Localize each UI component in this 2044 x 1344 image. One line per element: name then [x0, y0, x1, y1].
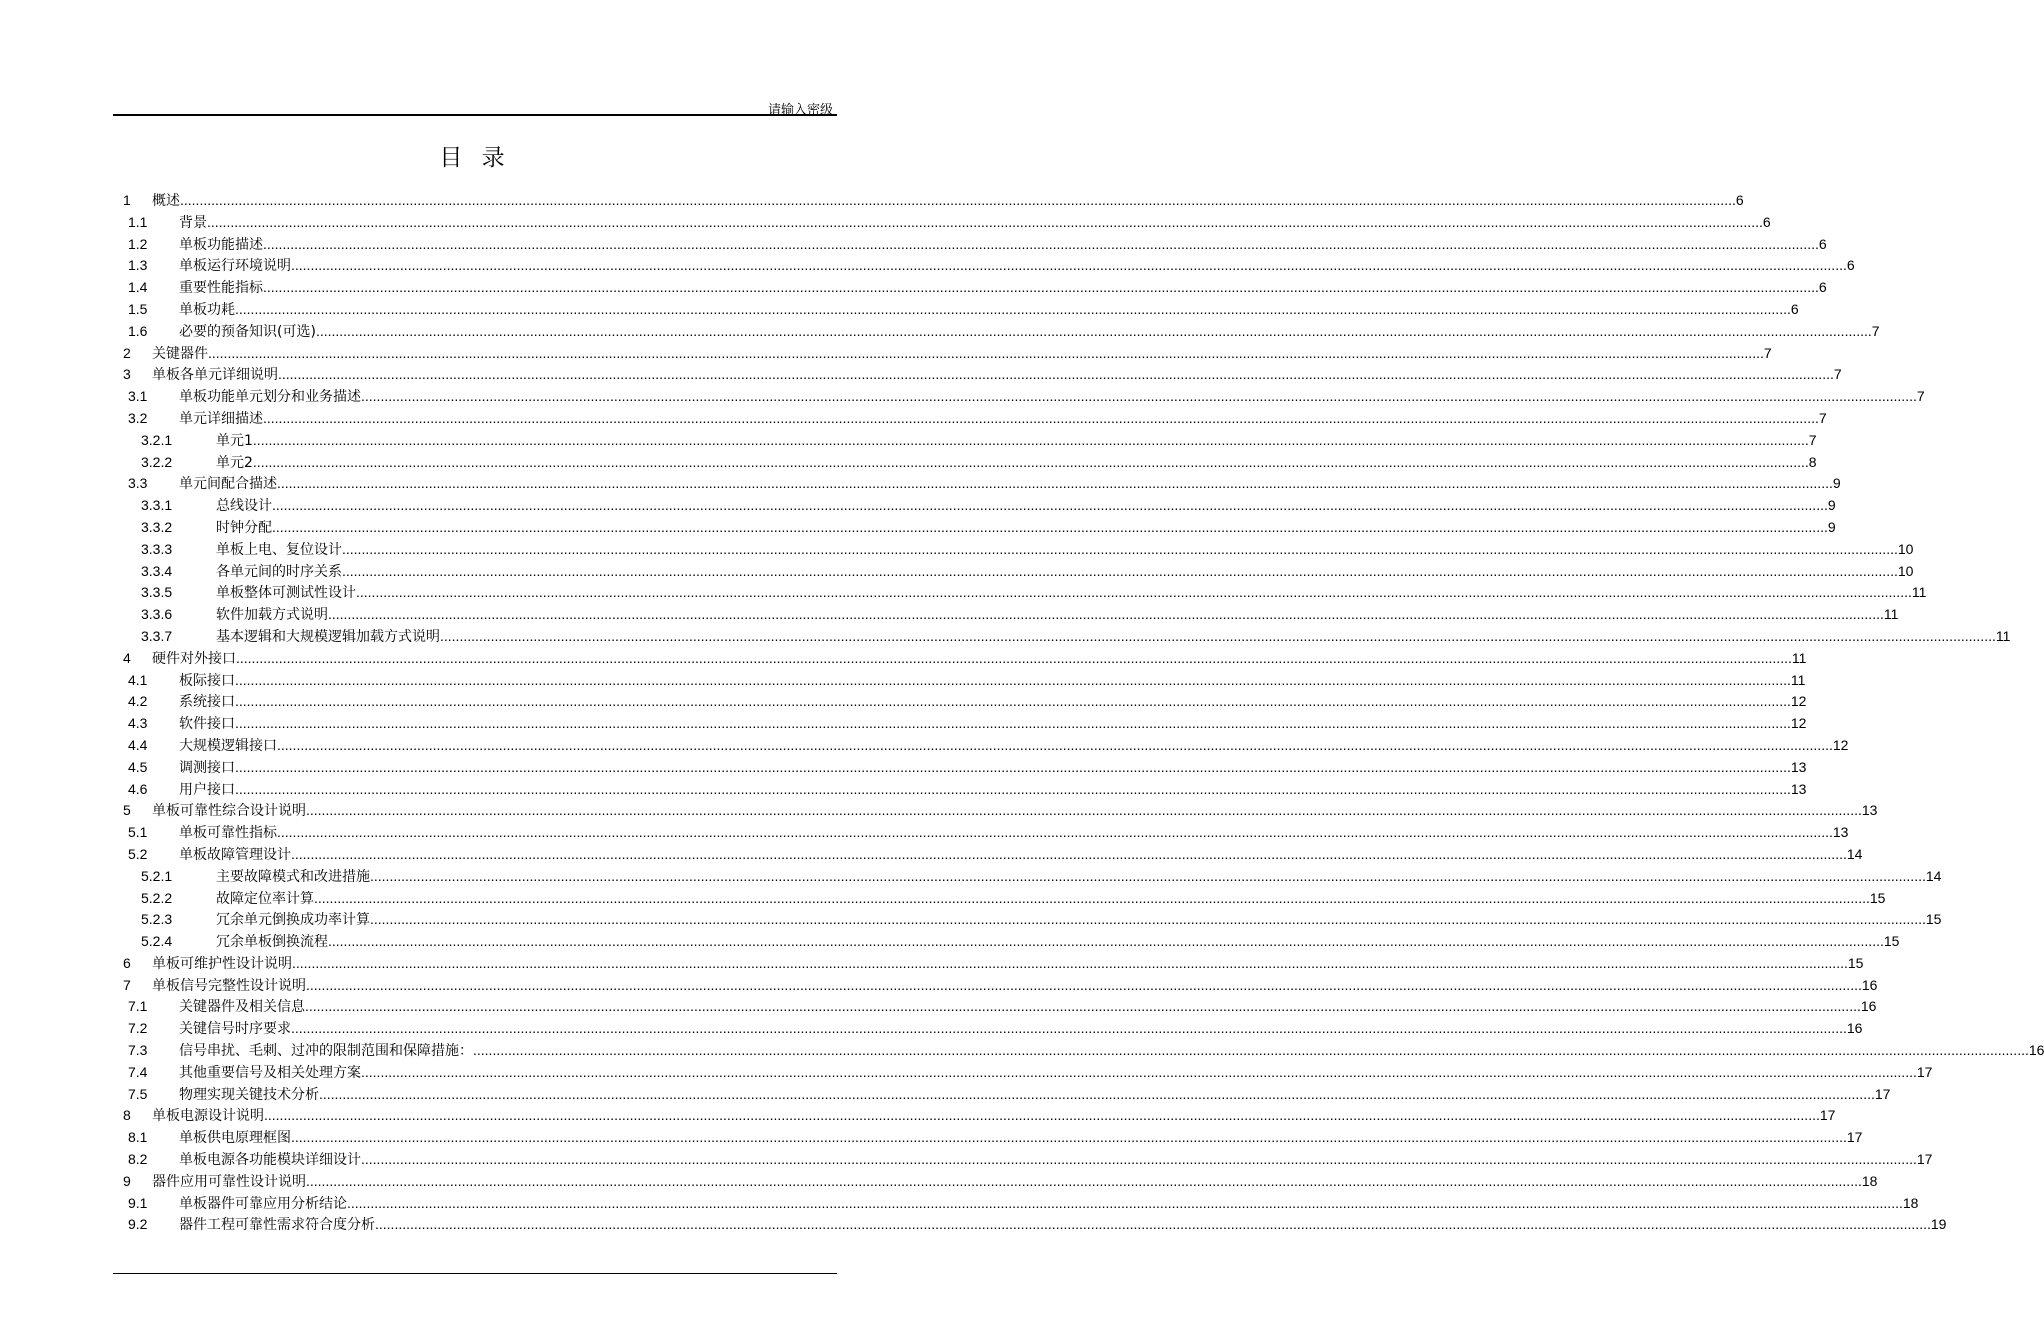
- toc-entry[interactable]: [113, 1171, 1878, 1193]
- toc-entry-number: 3: [123, 366, 131, 383]
- toc-entry-page: 9: [1827, 497, 1836, 514]
- toc-entry-page: 6: [1790, 300, 1799, 317]
- toc-entry-page: 19: [1930, 1216, 1947, 1233]
- toc-entry-body: [179, 996, 1877, 1019]
- toc-entry-number: 3.1: [128, 388, 148, 405]
- toc-dot-leader: ................................................................................................................................................................................................................................................................................................................................................................................................................: [277, 824, 1833, 841]
- toc-entry[interactable]: [113, 539, 1914, 561]
- toc-entry-body: [179, 844, 1863, 867]
- toc-entry-title: 概述: [152, 193, 180, 209]
- toc-entry-body: [179, 1149, 1933, 1172]
- toc-entry-body: [152, 648, 1807, 671]
- toc-dot-leader: ................................................................................................................................................................................................................................................................................................................................................................................................................: [236, 649, 1792, 666]
- toc-entry-title: 各单元间的时序关系: [216, 563, 342, 580]
- toc-entry-title: 软件接口: [179, 716, 235, 733]
- toc-entry-title: 单板电源设计说明: [152, 1108, 264, 1125]
- toc-entry-page: 11: [1995, 627, 2011, 644]
- toc-entry-page: 11: [1883, 606, 1899, 623]
- toc-entry-title: 基本逻辑和大规模逻辑加载方式说明: [216, 628, 440, 645]
- toc-entry-number: 3.3.2: [141, 518, 173, 535]
- toc-entry-body: [179, 1084, 1891, 1107]
- toc-entry-body: [152, 975, 1878, 998]
- toc-entry-body: [179, 1062, 1933, 1085]
- toc-dot-leader: ................................................................................................................................................................................................................................................................................................................................................................................................................: [291, 1129, 1847, 1146]
- toc-dot-leader: ................................................................................................................................................................................................................................................................................................................................................................................................................: [235, 780, 1791, 797]
- toc-entry-number: 3.2.2: [141, 453, 173, 470]
- toc-entry[interactable]: [113, 561, 1914, 583]
- toc-entry-body: [216, 561, 1914, 584]
- toc-entry-title: 必要的预备知识(可选): [179, 323, 316, 340]
- toc-entry-page: 15: [1869, 889, 1886, 906]
- toc-entry-page: 14: [1846, 845, 1863, 862]
- toc-dot-leader: ................................................................................................................................................................................................................................................................................................................................................................................................................: [278, 366, 1834, 383]
- toc-dot-leader: ................................................................................................................................................................................................................................................................................................................................................................................................................: [272, 497, 1828, 514]
- toc-dot-leader: ................................................................................................................................................................................................................................................................................................................................................................................................................: [473, 1042, 2029, 1059]
- toc-dot-leader: ................................................................................................................................................................................................................................................................................................................................................................................................................: [291, 845, 1847, 862]
- toc-entry-body: [216, 931, 1900, 954]
- toc-entry-page: 18: [1861, 1172, 1878, 1189]
- toc-dot-leader: ................................................................................................................................................................................................................................................................................................................................................................................................................: [306, 802, 1862, 819]
- toc-entry-page: 15: [1847, 954, 1864, 971]
- toc-dot-leader: ................................................................................................................................................................................................................................................................................................................................................................................................................: [306, 976, 1862, 993]
- toc-entry-page: 17: [1819, 1107, 1836, 1124]
- toc-entry-title: 单板供电原理框图: [179, 1130, 291, 1147]
- toc-dot-leader: ................................................................................................................................................................................................................................................................................................................................................................................................................: [370, 911, 1926, 928]
- toc-entry-title: 单板功能单元划分和业务描述: [179, 389, 361, 406]
- toc-entry-title: 总线设计: [216, 498, 272, 515]
- toc-entry-title: 关键信号时序要求: [179, 1021, 291, 1038]
- toc-entry-title: 单元1: [216, 432, 253, 449]
- toc-entry-number: 1.3: [128, 257, 148, 274]
- toc-entry-number: 9: [123, 1172, 131, 1189]
- toc-entry-title: 故障定位率计算: [216, 890, 314, 907]
- toc-entry[interactable]: [113, 452, 1817, 474]
- toc-entry-page: 13: [1832, 824, 1849, 841]
- toc-entry[interactable]: [113, 909, 1942, 931]
- toc-entry-page: 13: [1861, 802, 1878, 819]
- toc-dot-leader: ................................................................................................................................................................................................................................................................................................................................................................................................................: [361, 1151, 1917, 1168]
- toc-entry-page: 7: [1833, 366, 1842, 383]
- toc-dot-leader: ................................................................................................................................................................................................................................................................................................................................................................................................................: [319, 1085, 1875, 1102]
- toc-dot-leader: ................................................................................................................................................................................................................................................................................................................................................................................................................: [252, 431, 1809, 448]
- toc-entry[interactable]: [113, 844, 1863, 866]
- toc-entry-number: 7.4: [128, 1063, 148, 1080]
- toc-dot-leader: ................................................................................................................................................................................................................................................................................................................................................................................................................: [272, 518, 1828, 535]
- toc-dot-leader: ................................................................................................................................................................................................................................................................................................................................................................................................................: [263, 279, 1819, 296]
- toc-entry-page: 11: [1911, 584, 1927, 601]
- toc-entry-title: 单板器件可靠应用分析结论: [179, 1195, 347, 1212]
- toc-entry-title: 器件工程可靠性需求符合度分析: [179, 1217, 375, 1234]
- toc-entry-body: [179, 757, 1807, 780]
- toc-entry-number: 4.1: [128, 671, 148, 688]
- toc-entry-page: 7: [1808, 431, 1817, 448]
- toc-entry[interactable]: [113, 212, 1771, 234]
- toc-dot-leader: ................................................................................................................................................................................................................................................................................................................................................................................................................: [356, 584, 1912, 601]
- toc-dot-leader: ................................................................................................................................................................................................................................................................................................................................................................................................................: [263, 409, 1819, 426]
- toc-entry-number: 5.2: [128, 845, 148, 862]
- toc-entry-page: 18: [1902, 1194, 1919, 1211]
- toc-entry-title: 单板信号完整性设计说明: [152, 977, 306, 994]
- toc-entry-page: 12: [1790, 715, 1807, 732]
- toc-entry-number: 1.1: [128, 213, 148, 230]
- toc-entry-number: 1: [123, 192, 131, 208]
- toc-entry-body: [179, 299, 1799, 322]
- toc-entry[interactable]: [113, 234, 1827, 256]
- toc-entry-page: 6: [1762, 213, 1771, 230]
- toc-dot-leader: ................................................................................................................................................................................................................................................................................................................................................................................................................: [291, 257, 1847, 274]
- toc-entry-title: 重要性能指标: [179, 280, 263, 297]
- toc-entry-page: 8: [1808, 453, 1817, 470]
- toc-entry-number: 7.3: [128, 1042, 148, 1059]
- toc-title: 目 录: [439, 145, 511, 171]
- toc-entry-number: 5.2.1: [141, 867, 173, 884]
- toc-entry[interactable]: [113, 604, 1899, 626]
- toc-entry-title: 单板电源各功能模块详细设计: [179, 1152, 361, 1169]
- toc-entry-number: 2: [123, 344, 131, 361]
- toc-entry[interactable]: [113, 757, 1807, 779]
- toc-entry[interactable]: [113, 866, 1942, 888]
- toc-entry-body: [152, 953, 1864, 976]
- toc-entry-body: [152, 343, 1772, 366]
- toc-entry-page: 12: [1832, 736, 1849, 753]
- toc-entry-body: [216, 626, 2011, 649]
- toc-entry-page: 17: [1874, 1085, 1891, 1102]
- toc-entry-page: 6: [1818, 279, 1827, 296]
- toc-entry-body: [216, 582, 1927, 605]
- toc-entry[interactable]: [113, 691, 1807, 713]
- toc-dot-leader: ................................................................................................................................................................................................................................................................................................................................................................................................................: [208, 344, 1764, 361]
- toc-entry-body: [179, 735, 1849, 758]
- toc-entry-number: 3.2.1: [141, 431, 173, 448]
- toc-entry-body: [216, 866, 1942, 889]
- toc-entry-title: 系统接口: [179, 694, 235, 711]
- toc-entry-title: 单元间配合描述: [179, 476, 277, 493]
- toc-entry-body: [179, 1018, 1863, 1041]
- toc-entry[interactable]: [113, 321, 1880, 343]
- toc-entry[interactable]: [113, 386, 1925, 408]
- toc-entry-body: [179, 1214, 1947, 1237]
- toc-entry-page: 14: [1925, 867, 1942, 884]
- toc-entry-body: [179, 212, 1771, 235]
- toc-entry-body: [152, 800, 1878, 823]
- toc-dot-leader: ................................................................................................................................................................................................................................................................................................................................................................................................................: [277, 475, 1833, 492]
- toc-dot-leader: ................................................................................................................................................................................................................................................................................................................................................................................................................: [264, 1107, 1820, 1124]
- toc-entry-page: 6: [1735, 192, 1744, 208]
- toc-entry[interactable]: [113, 1105, 1836, 1127]
- toc-entry-number: 5.2.4: [141, 933, 173, 950]
- toc-entry-body: [179, 408, 1827, 431]
- toc-entry-body: [216, 430, 1817, 453]
- toc-entry-page: 16: [2028, 1042, 2044, 1059]
- toc-entry-number: 3.3.1: [141, 497, 173, 514]
- toc-entry-page: 13: [1790, 758, 1807, 775]
- toc-entry-page: 13: [1790, 780, 1807, 797]
- toc-dot-leader: ................................................................................................................................................................................................................................................................................................................................................................................................................: [314, 889, 1870, 906]
- toc-entry-body: [179, 1040, 2044, 1063]
- toc-entry-number: 1.5: [128, 300, 148, 317]
- toc-entry-page: 15: [1883, 933, 1900, 950]
- toc-entry-number: 3.3.7: [141, 627, 173, 644]
- toc-dot-leader: ................................................................................................................................................................................................................................................................................................................................................................................................................: [235, 671, 1791, 688]
- toc-entry-body: [179, 1127, 1863, 1150]
- toc-entry[interactable]: [113, 800, 1878, 822]
- toc-entry-number: 5.2.2: [141, 889, 173, 906]
- toc-entry-title: 其他重要信号及相关处理方案: [179, 1064, 361, 1081]
- toc-dot-leader: ................................................................................................................................................................................................................................................................................................................................................................................................................: [315, 322, 1872, 339]
- toc-entry-title: 单板可靠性综合设计说明: [152, 803, 306, 820]
- toc-entry-body: [216, 495, 1836, 518]
- toc-entry-title: 关键器件: [152, 345, 208, 362]
- toc-entry-page: 7: [1818, 409, 1827, 426]
- toc-entry-number: 7.5: [128, 1085, 148, 1102]
- toc-entry[interactable]: [113, 517, 1836, 539]
- toc-entry-page: 17: [1916, 1151, 1933, 1168]
- toc-dot-leader: ................................................................................................................................................................................................................................................................................................................................................................................................................: [235, 300, 1791, 317]
- toc-dot-leader: ................................................................................................................................................................................................................................................................................................................................................................................................................: [292, 954, 1848, 971]
- toc-entry-body: [216, 604, 1899, 627]
- toc-entry-body: [152, 1171, 1878, 1194]
- toc-entry-number: 3.3.4: [141, 562, 173, 579]
- toc-entry[interactable]: [113, 255, 1855, 277]
- toc-entry-title: 大规模逻辑接口: [179, 737, 277, 754]
- toc-entry-title: 单元2: [216, 454, 253, 471]
- toc-entry[interactable]: [113, 1018, 1863, 1040]
- toc-entry-title: 单板各单元详细说明: [152, 367, 278, 384]
- toc-entry-number: 3.3: [128, 475, 148, 492]
- toc-entry-body: [179, 473, 1841, 496]
- footer-rule: [113, 1273, 837, 1274]
- toc-entry-title: 时钟分配: [216, 519, 272, 536]
- toc-entry-body: [179, 321, 1880, 344]
- toc-entry[interactable]: [113, 190, 1744, 212]
- toc-entry-title: 单板故障管理设计: [179, 846, 291, 863]
- toc-entry-title: 单板整体可测试性设计: [216, 585, 356, 602]
- toc-entry-body: [216, 888, 1886, 911]
- toc-entry-body: [152, 1105, 1836, 1128]
- toc-dot-leader: ................................................................................................................................................................................................................................................................................................................................................................................................................: [342, 562, 1898, 579]
- toc-entry-number: 5: [123, 802, 131, 819]
- toc-entry-page: 9: [1827, 518, 1836, 535]
- toc-entry[interactable]: [113, 779, 1807, 801]
- toc-entry-title: 软件加载方式说明: [216, 607, 328, 624]
- toc-entry-page: 10: [1897, 562, 1914, 579]
- toc-dot-leader: ................................................................................................................................................................................................................................................................................................................................................................................................................: [440, 627, 1996, 644]
- toc-entry-body: [216, 452, 1817, 475]
- toc-entry-title: 单板运行环境说明: [179, 258, 291, 275]
- toc-entry-title: 用户接口: [179, 781, 235, 798]
- toc-entry[interactable]: [113, 931, 1900, 953]
- toc-entry[interactable]: [113, 364, 1842, 386]
- toc-dot-leader: ................................................................................................................................................................................................................................................................................................................................................................................................................: [263, 235, 1819, 252]
- toc-entry-number: 4: [123, 649, 131, 666]
- toc-entry[interactable]: [113, 1062, 1933, 1084]
- toc-entry[interactable]: [113, 1214, 1947, 1236]
- toc-dot-leader: ................................................................................................................................................................................................................................................................................................................................................................................................................: [207, 213, 1763, 230]
- toc-entry[interactable]: [113, 495, 1836, 517]
- toc-entry[interactable]: [113, 735, 1849, 757]
- toc-entry-title: 信号串扰、毛刺、过冲的限制范围和保障措施：: [179, 1043, 473, 1060]
- toc-entry-number: 1.6: [128, 322, 148, 339]
- toc-entry-number: 1.4: [128, 279, 148, 296]
- toc-entry-page: 6: [1846, 257, 1855, 274]
- toc-entry-title: 物理实现关键技术分析: [179, 1086, 319, 1103]
- toc-dot-leader: ................................................................................................................................................................................................................................................................................................................................................................................................................: [370, 867, 1926, 884]
- toc-entry-number: 5.2.3: [141, 911, 173, 928]
- toc-entry-page: 16: [1846, 1020, 1863, 1037]
- toc-entry-page: 7: [1871, 322, 1880, 339]
- toc-entry[interactable]: [113, 996, 1877, 1018]
- toc-entry[interactable]: [113, 473, 1841, 495]
- toc-entry-number: 4.5: [128, 758, 148, 775]
- toc-entry-number: 9.2: [128, 1216, 148, 1233]
- toc-entry-title: 单板可靠性指标: [179, 825, 277, 842]
- toc-entry-page: 11: [1791, 649, 1807, 666]
- toc-entry-page: 16: [1861, 976, 1878, 993]
- toc-entry-number: 3.3.6: [141, 606, 173, 623]
- toc-entry[interactable]: [113, 648, 1807, 670]
- toc-entry-number: 7.1: [128, 998, 148, 1015]
- toc-dot-leader: ................................................................................................................................................................................................................................................................................................................................................................................................................: [235, 758, 1791, 775]
- toc-entry-title: 单元详细描述: [179, 410, 263, 427]
- toc-entry[interactable]: [113, 626, 2011, 648]
- toc-entry-page: 17: [1846, 1129, 1863, 1146]
- toc-entry-body: [179, 713, 1807, 736]
- toc-entry-number: 7: [123, 976, 131, 993]
- toc-dot-leader: ................................................................................................................................................................................................................................................................................................................................................................................................................: [328, 606, 1884, 623]
- toc-dot-leader: ................................................................................................................................................................................................................................................................................................................................................................................................................: [305, 998, 1861, 1015]
- toc-entry[interactable]: [113, 430, 1817, 452]
- toc-entry-page: 11: [1790, 671, 1806, 688]
- toc-entry[interactable]: [113, 822, 1849, 844]
- toc-entry[interactable]: [113, 582, 1927, 604]
- toc-entry-body: [216, 539, 1914, 562]
- toc-entry-number: 1.2: [128, 235, 148, 252]
- toc-entry-body: [216, 517, 1836, 540]
- toc-entry[interactable]: [113, 670, 1806, 692]
- toc-entry-number: 8.1: [128, 1129, 148, 1146]
- toc-dot-leader: ................................................................................................................................................................................................................................................................................................................................................................................................................: [361, 388, 1917, 405]
- toc-entry[interactable]: [113, 1149, 1933, 1171]
- toc-entry-body: [179, 779, 1807, 802]
- toc-entry-number: 4.2: [128, 693, 148, 710]
- toc-entry[interactable]: [113, 1084, 1891, 1106]
- toc-entry-page: 6: [1818, 235, 1827, 252]
- toc-entry[interactable]: [113, 953, 1864, 975]
- toc-entry-body: [179, 277, 1827, 300]
- toc-entry[interactable]: [113, 713, 1807, 735]
- toc-entry[interactable]: [113, 1127, 1863, 1149]
- toc-entry-body: [179, 234, 1827, 257]
- toc-dot-leader: ................................................................................................................................................................................................................................................................................................................................................................................................................: [347, 1194, 1903, 1211]
- toc-list: [113, 190, 2044, 1236]
- toc-entry[interactable]: [113, 1040, 2044, 1062]
- toc-entry-body: [152, 364, 1842, 387]
- toc-entry[interactable]: [113, 299, 1799, 321]
- toc-dot-leader: ................................................................................................................................................................................................................................................................................................................................................................................................................: [328, 933, 1884, 950]
- toc-entry-body: [179, 386, 1925, 409]
- toc-entry-title: 关键器件及相关信息: [179, 999, 305, 1016]
- toc-entry[interactable]: [113, 408, 1827, 430]
- toc-entry-title: 单板上电、复位设计: [216, 541, 342, 558]
- toc-entry-number: 7.2: [128, 1020, 148, 1037]
- toc-entry-page: 7: [1916, 388, 1925, 405]
- toc-entry-title: 单板功能描述: [179, 236, 263, 253]
- toc-entry-number: 3.2: [128, 409, 148, 426]
- toc-entry-number: 4.4: [128, 736, 148, 753]
- toc-entry[interactable]: [113, 1193, 1919, 1215]
- toc-entry-body: [216, 909, 1942, 932]
- toc-dot-leader: ................................................................................................................................................................................................................................................................................................................................................................................................................: [306, 1172, 1862, 1189]
- toc-entry-number: 5.1: [128, 824, 148, 841]
- toc-entry-body: [179, 691, 1807, 714]
- header-rule: [113, 114, 837, 116]
- toc-entry-number: 3.3.3: [141, 540, 173, 557]
- toc-entry-page: 17: [1916, 1063, 1933, 1080]
- toc-entry-title: 单板可维护性设计说明: [152, 955, 292, 972]
- classification-label: 请输入密级: [767, 103, 833, 118]
- toc-entry[interactable]: [113, 277, 1827, 299]
- toc-entry-title: 板际接口: [179, 672, 235, 689]
- toc-entry-title: 主要故障模式和改进措施: [216, 868, 370, 885]
- toc-entry-page: 9: [1832, 475, 1841, 492]
- toc-entry-number: 3.3.5: [141, 584, 173, 601]
- toc-entry-number: 8.2: [128, 1151, 148, 1168]
- toc-entry[interactable]: [113, 888, 1886, 910]
- toc-entry-title: 冗余单板倒换流程: [216, 934, 328, 951]
- toc-entry-body: [179, 255, 1855, 278]
- toc-entry-page: 7: [1763, 344, 1772, 361]
- toc-entry-number: 4.6: [128, 780, 148, 797]
- toc-entry-number: 8: [123, 1107, 131, 1124]
- toc-entry-number: 6: [123, 954, 131, 971]
- toc-entry-number: 4.3: [128, 715, 148, 732]
- toc-entry-body: [179, 1193, 1919, 1216]
- toc-entry-page: 16: [1860, 998, 1877, 1015]
- toc-entry-body: [152, 190, 1744, 213]
- toc-entry-page: 10: [1897, 540, 1914, 557]
- toc-dot-leader: ................................................................................................................................................................................................................................................................................................................................................................................................................: [361, 1063, 1917, 1080]
- toc-dot-leader: ................................................................................................................................................................................................................................................................................................................................................................................................................: [277, 736, 1833, 753]
- toc-entry-body: [179, 670, 1806, 693]
- toc-entry-title: 硬件对外接口: [152, 650, 236, 667]
- toc-entry[interactable]: [113, 975, 1878, 997]
- toc-dot-leader: ................................................................................................................................................................................................................................................................................................................................................................................................................: [180, 192, 1736, 208]
- toc-entry-title: 背景: [179, 214, 207, 231]
- toc-entry-title: 冗余单元倒换成功率计算: [216, 912, 370, 929]
- toc-entry-title: 调测接口: [179, 759, 235, 776]
- toc-dot-leader: ................................................................................................................................................................................................................................................................................................................................................................................................................: [291, 1020, 1847, 1037]
- toc-entry-page: 12: [1790, 693, 1807, 710]
- toc-entry-number: 9.1: [128, 1194, 148, 1211]
- toc-dot-leader: ................................................................................................................................................................................................................................................................................................................................................................................................................: [235, 693, 1791, 710]
- toc-dot-leader: ................................................................................................................................................................................................................................................................................................................................................................................................................: [375, 1216, 1931, 1233]
- toc-dot-leader: ................................................................................................................................................................................................................................................................................................................................................................................................................: [342, 540, 1898, 557]
- toc-entry-body: [179, 822, 1849, 845]
- toc-entry-title: 单板功耗: [179, 301, 235, 318]
- toc-entry-title: 器件应用可靠性设计说明: [152, 1173, 306, 1190]
- toc-dot-leader: ................................................................................................................................................................................................................................................................................................................................................................................................................: [252, 453, 1809, 470]
- toc-dot-leader: ................................................................................................................................................................................................................................................................................................................................................................................................................: [235, 715, 1791, 732]
- toc-entry-page: 15: [1925, 911, 1942, 928]
- toc-entry[interactable]: [113, 343, 1772, 365]
